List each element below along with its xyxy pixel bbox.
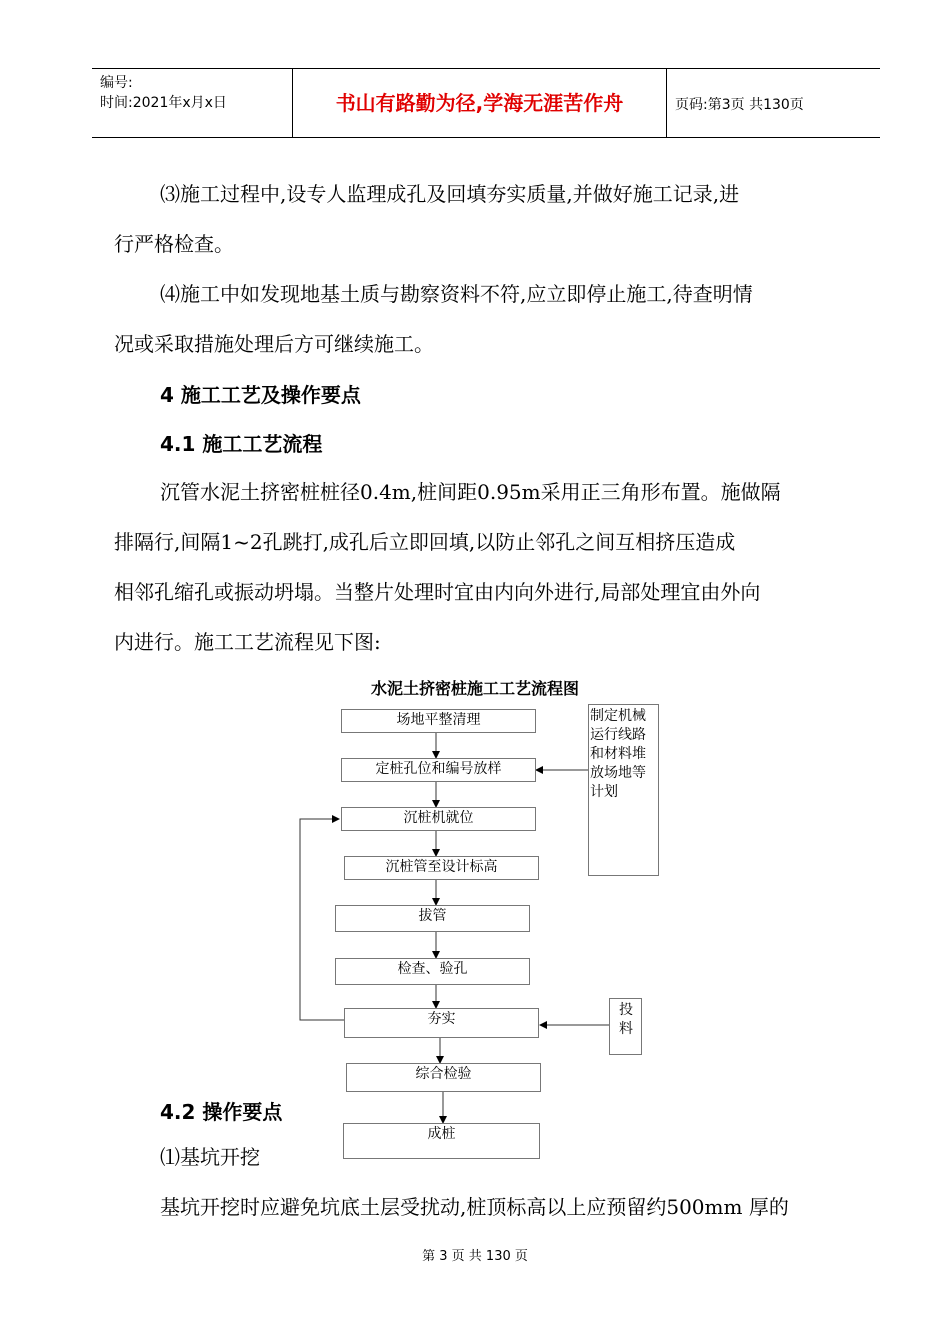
paragraph-flow-line-1: 沉管水泥土挤密桩桩径0.4m,桩间距0.95m采用正三角形布置。施做隔 xyxy=(160,480,781,504)
paragraph-excavation: 基坑开挖时应避免坑底土层受扰动,桩顶标高以上应预留约500mm 厚的 xyxy=(160,1195,789,1219)
paragraph-flow-line-3: 相邻孔缩孔或振动坍塌。当整片处理时宜由内向外进行,局部处理宜由外向 xyxy=(114,580,761,604)
flow-side-note-plan xyxy=(588,704,659,876)
flow-side-note-material xyxy=(609,998,642,1055)
flow-step-1-label: 场地平整清理 xyxy=(396,712,481,728)
header-motto: 书山有路勤为径,学海无涯苦作舟 xyxy=(335,91,624,115)
paragraph-4-line-1: ⑷施工中如发现地基土质与勘察资料不符,应立即停止施工,待查明情 xyxy=(160,282,753,306)
side-plan-line: 放场地等 xyxy=(590,765,646,781)
side-plan-line: 制定机械 xyxy=(590,708,646,724)
time-label: 时间:2021年x月x日 xyxy=(100,95,227,111)
flow-step-4 xyxy=(344,856,539,880)
flow-step-9-label: 成桩 xyxy=(427,1126,456,1142)
flow-step-4-label: 沉桩管至设计标高 xyxy=(385,859,498,875)
flow-step-5-label: 拔管 xyxy=(418,908,447,924)
header-page-number: 页码:第3页 共130页 xyxy=(675,97,804,113)
flow-step-3 xyxy=(341,807,536,831)
flow-step-7 xyxy=(344,1008,539,1038)
flow-step-2 xyxy=(341,758,536,782)
page-footer: 第 3 页 共 130 页 xyxy=(422,1249,528,1264)
flow-step-2-label: 定桩孔位和编号放样 xyxy=(375,761,502,777)
flow-step-1 xyxy=(341,709,536,733)
flowchart-title: 水泥土挤密桩施工工艺流程图 xyxy=(370,679,579,698)
number-label: 编号: xyxy=(100,75,133,91)
flow-step-6-label: 检查、验孔 xyxy=(397,961,468,977)
side-material-line: 投 xyxy=(619,1002,633,1018)
flow-step-3-label: 沉桩机就位 xyxy=(403,810,474,826)
flow-step-9 xyxy=(343,1123,540,1159)
paragraph-3-line-2: 行严格检查。 xyxy=(114,232,234,256)
flow-step-8 xyxy=(346,1063,541,1092)
flow-step-7-label: 夯实 xyxy=(427,1011,456,1027)
section-heading-4: 4 施工工艺及操作要点 xyxy=(160,383,361,407)
flow-step-5 xyxy=(335,905,530,932)
paragraph-4-line-2: 况或采取措施处理后方可继续施工。 xyxy=(114,332,434,356)
side-plan-line: 和材料堆 xyxy=(590,746,646,762)
section-heading-4-1: 4.1 施工工艺流程 xyxy=(160,432,323,456)
side-plan-line: 计划 xyxy=(590,784,618,800)
side-plan-line: 运行线路 xyxy=(590,727,646,743)
section-heading-4-2: 4.2 操作要点 xyxy=(160,1100,283,1124)
flow-step-8-label: 综合检验 xyxy=(415,1066,472,1082)
flow-step-6 xyxy=(335,958,530,985)
paragraph-3-line-1: ⑶施工过程中,设专人监理成孔及回填夯实质量,并做好施工记录,进 xyxy=(160,182,740,206)
paragraph-subheading: ⑴基坑开挖 xyxy=(160,1145,260,1169)
side-material-line: 料 xyxy=(619,1021,633,1037)
paragraph-flow-line-2: 排隔行,间隔1~2孔跳打,成孔后立即回填,以防止邻孔之间互相挤压造成 xyxy=(114,530,736,554)
paragraph-flow-line-4: 内进行。施工工艺流程见下图: xyxy=(114,630,381,654)
